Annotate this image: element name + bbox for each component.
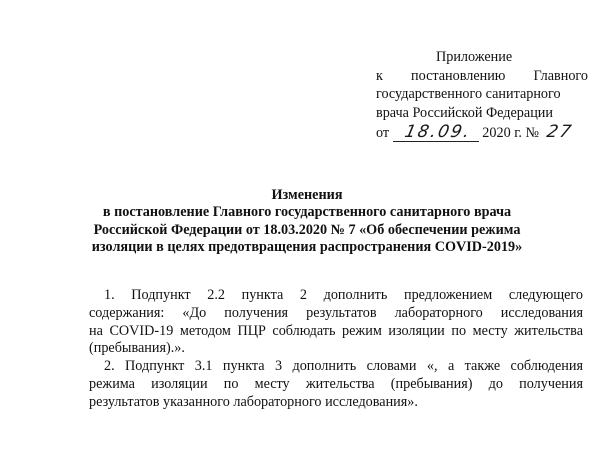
heading-line: изоляции в целях предотвращения распространения COVID-2019»	[91, 238, 523, 255]
item-line: (пребывания).».	[89, 340, 185, 357]
date-field	[393, 124, 479, 142]
handwritten-number: 27	[544, 122, 575, 142]
heading-line: в постановление Главного государственного санитарного врача	[102, 204, 512, 221]
appendix-date-line	[376, 123, 588, 143]
appendix-title: Приложение	[436, 49, 513, 65]
appendix-line: к постановлению Главного	[376, 67, 588, 84]
date-prefix: от	[376, 125, 390, 141]
date-suffix: 2020 г. №	[482, 125, 540, 141]
item-line: 1. Подпункт 2.2 пункта 2 дополнить предложением следующего	[104, 287, 583, 303]
appendix-line: государственного санитарного	[376, 86, 561, 102]
item-line: 2. Подпункт 3.1 пункта 3 дополнить словами «, а также соблюдения	[104, 358, 583, 375]
item-line: на COVID-19 методом ПЦР соблюдать режим изоляции по месту жительства	[89, 322, 583, 339]
handwritten-date: 18.09.	[402, 122, 473, 142]
item-line: результатов указанного лабораторного исследования».	[89, 393, 418, 410]
document-heading	[60, 187, 554, 256]
heading-line: Российской Федерации от 18.03.2020 № 7 «Об обеспечении режима	[93, 221, 521, 238]
item-line: режима изоляции по месту жительства (пребывания) до получения	[89, 375, 583, 392]
document-body	[89, 287, 583, 412]
amendment-item-2	[89, 358, 583, 411]
appendix-block	[376, 48, 588, 143]
heading-title: Изменения	[271, 187, 343, 203]
item-line: содержания: «До получения результатов лабораторного исследования	[89, 304, 583, 321]
amendment-item-1	[89, 287, 583, 358]
appendix-line: врача Российской Федерации	[376, 104, 553, 121]
